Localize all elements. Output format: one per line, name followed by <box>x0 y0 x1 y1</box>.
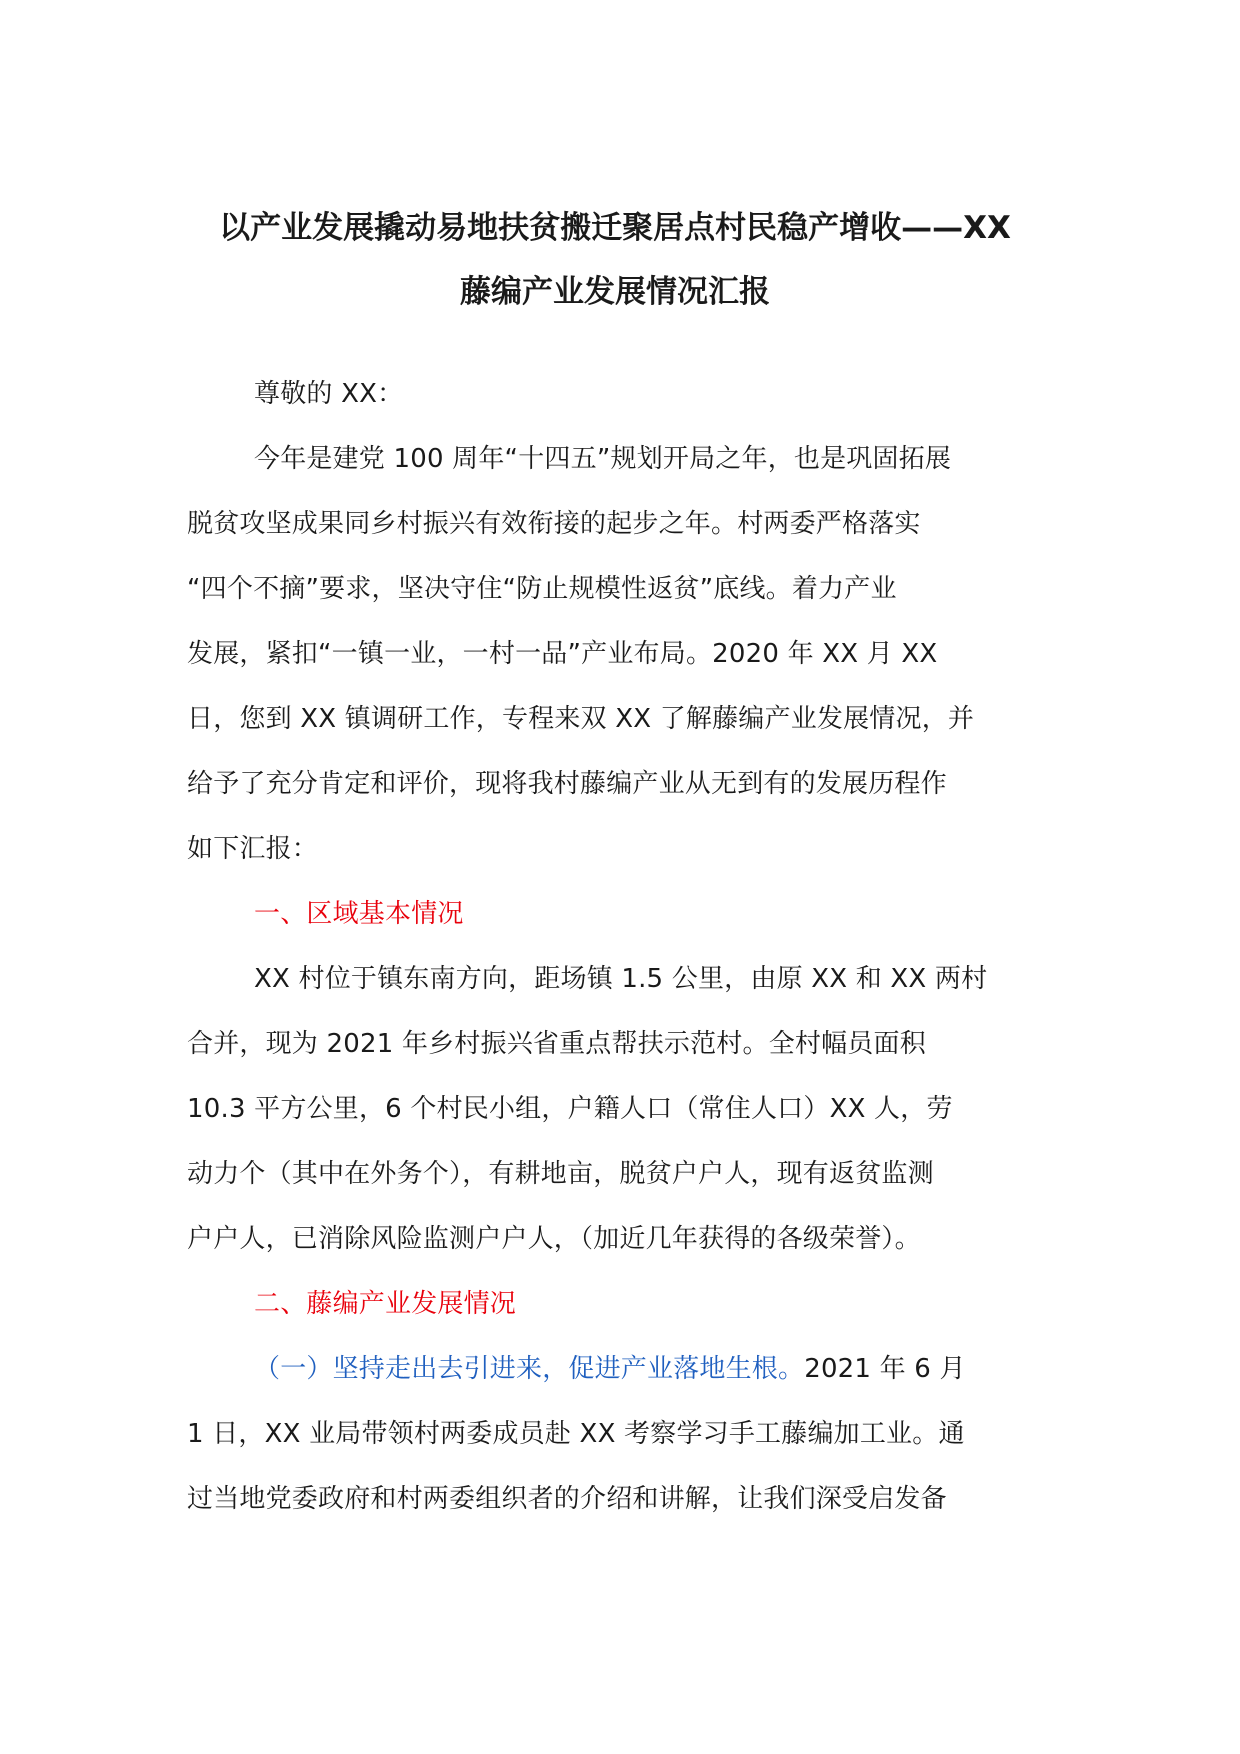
intro-line: 脱贫攻坚成果同乡村振兴有效衔接的起步之年。村两委严格落实 <box>187 509 921 539</box>
subsection-1-paragraph <box>187 1337 1053 1532</box>
intro-paragraph <box>187 427 1053 882</box>
section-1-line: 动力个（其中在外务个），有耕地亩，脱贫户户人，现有返贫监测 <box>187 1159 934 1189</box>
section-1-heading <box>187 882 1053 947</box>
subsection-1-first-line-rest: 2021 年 6 月 <box>804 1354 966 1384</box>
section-2-heading-text: 二、藤编产业发展情况 <box>254 1289 517 1319</box>
section-1-heading-text: 一、区域基本情况 <box>254 899 464 929</box>
subsection-1-line: 1 日，XX 业局带领村两委成员赴 XX 考察学习手工藤编加工业。通 <box>187 1419 965 1449</box>
intro-line: 日，您到 XX 镇调研工作，专程来双 XX 了解藤编产业发展情况，并 <box>187 704 975 734</box>
section-2-heading <box>187 1272 1053 1337</box>
document-body <box>187 362 1053 1532</box>
salutation <box>187 362 1053 427</box>
intro-line: 如下汇报： <box>187 834 319 864</box>
subsection-1-first-line <box>187 1337 1053 1402</box>
subsection-1-heading: （一）坚持走出去引进来，促进产业落地生根。 <box>254 1354 805 1384</box>
intro-line: “四个不摘”要求，坚决守住“防止规模性返贫”底线。着力产业 <box>187 574 897 604</box>
title-line-2: 藤编产业发展情况汇报 <box>460 274 770 310</box>
intro-line: 给予了充分肯定和评价，现将我村藤编产业从无到有的发展历程作 <box>187 769 947 799</box>
document-title <box>175 196 1055 324</box>
section-1-line: 户户人，已消除风险监测户户人，（加近几年获得的各级荣誉）。 <box>187 1224 921 1254</box>
title-line-1: 以产业发展撬动易地扶贫搬迁聚居点村民稳产增收——XX <box>219 210 1011 246</box>
section-1-line: XX 村位于镇东南方向，距场镇 1.5 公里，由原 XX 和 XX 两村 <box>254 964 988 994</box>
section-1-line: 10.3 平方公里，6 个村民小组，户籍人口（常住人口）XX 人，劳 <box>187 1094 953 1124</box>
subsection-1-line: 过当地党委政府和村两委组织者的介绍和讲解，让我们深受启发备 <box>187 1484 947 1514</box>
intro-line: 今年是建党 100 周年“十四五”规划开局之年，也是巩固拓展 <box>254 444 952 474</box>
section-1-line: 合并，现为 2021 年乡村振兴省重点帮扶示范村。全村幅员面积 <box>187 1029 926 1059</box>
section-1-paragraph <box>187 947 1053 1272</box>
salutation-text: 尊敬的 XX： <box>254 379 404 409</box>
intro-line: 发展，紧扣“一镇一业，一村一品”产业布局。2020 年 XX 月 XX <box>187 639 938 669</box>
